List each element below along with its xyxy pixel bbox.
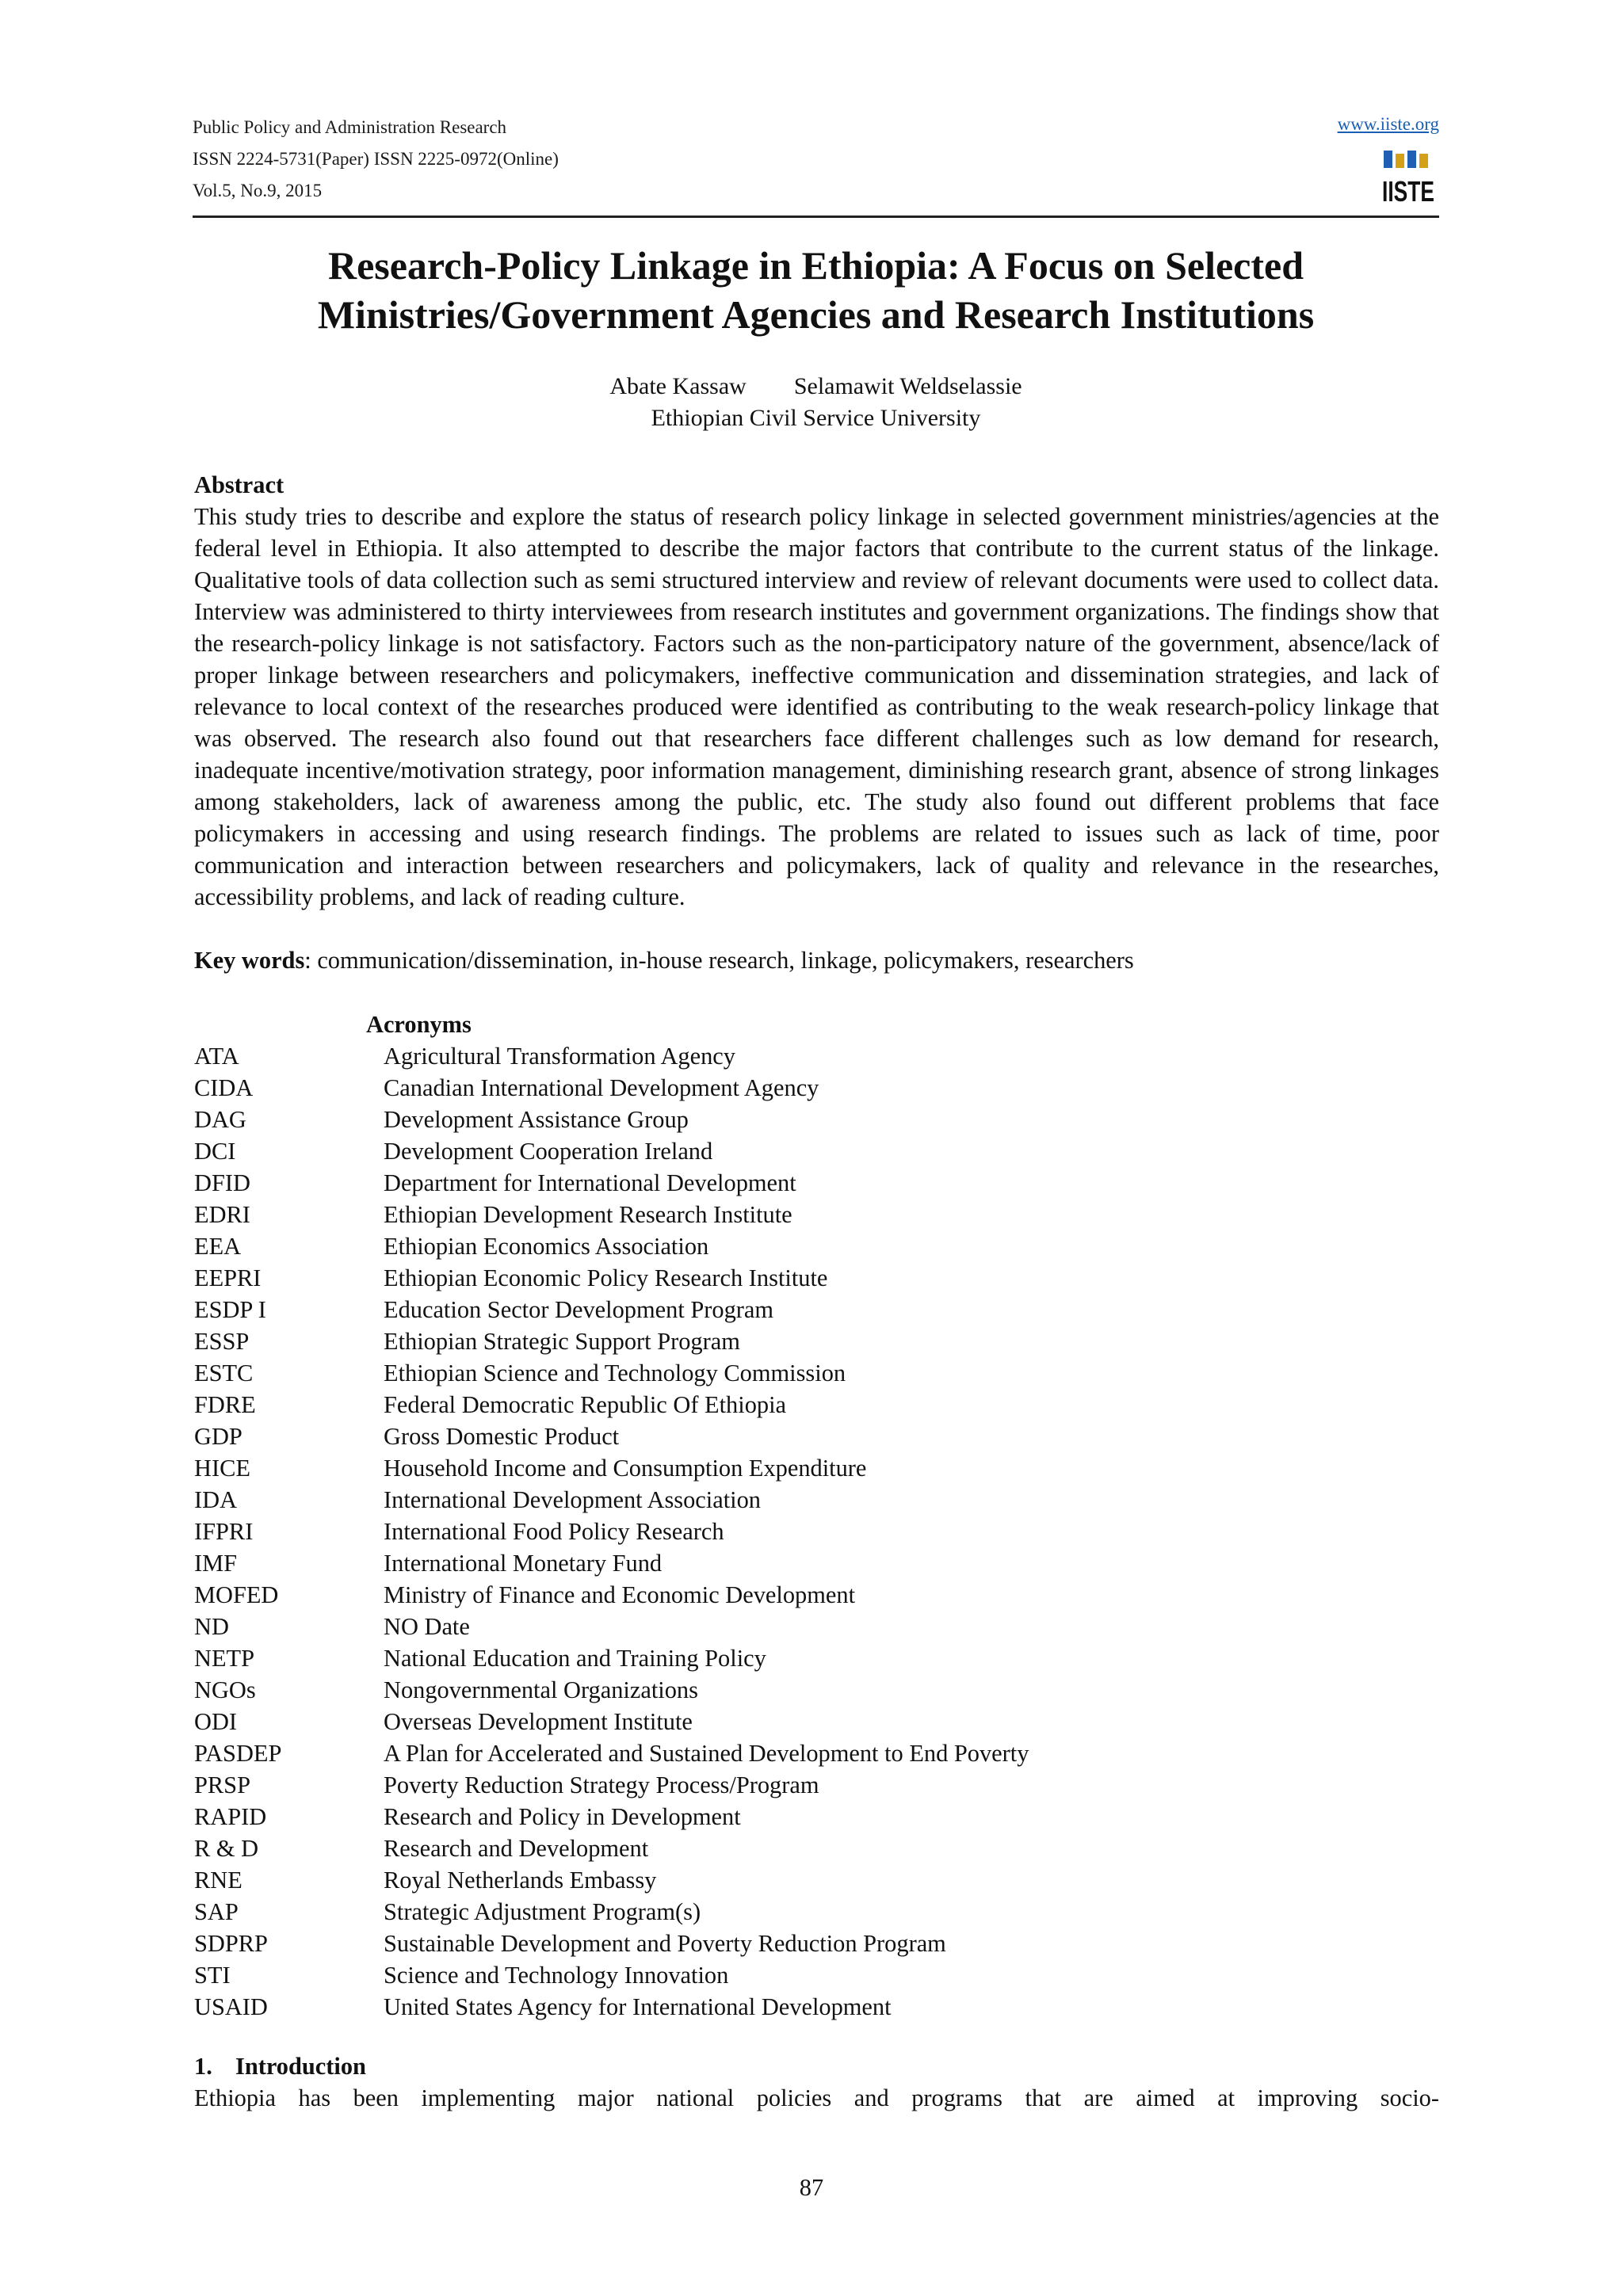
acronym-full: Household Income and Consumption Expenditure <box>384 1455 867 1482</box>
introduction-heading <box>194 2050 366 2082</box>
acronym-abbr: HICE <box>194 1455 250 1482</box>
acronym-full: Education Sector Development Program <box>384 1296 774 1323</box>
acronym-row <box>194 1896 1029 1928</box>
acronym-abbr: EDRI <box>194 1201 250 1228</box>
acronym-full: International Food Policy Research <box>384 1518 724 1545</box>
acronym-full: Ministry of Finance and Economic Development <box>384 1581 856 1608</box>
acronym-row <box>194 1421 1029 1452</box>
section-title: Introduction <box>235 2053 366 2080</box>
acronym-row <box>194 1769 1029 1801</box>
acronym-full: Canadian International Development Agency <box>384 1074 819 1101</box>
acronym-row <box>194 1547 1029 1579</box>
acronym-full: Research and Policy in Development <box>384 1803 741 1830</box>
acronym-abbr: IFPRI <box>194 1518 254 1545</box>
section-number: 1. <box>194 2053 212 2080</box>
acronym-abbr: PASDEP <box>194 1740 282 1767</box>
acronym-row <box>194 1072 1029 1104</box>
logo-bar <box>1384 151 1392 168</box>
acronym-full: Royal Netherlands Embassy <box>384 1867 657 1894</box>
journal-name: Public Policy and Administration Research <box>193 117 507 137</box>
acronym-full: Nongovernmental Organizations <box>384 1676 698 1703</box>
acronym-row <box>194 1199 1029 1230</box>
acronym-row <box>194 1262 1029 1294</box>
acronym-full: NO Date <box>384 1613 470 1640</box>
acronym-row <box>194 1389 1029 1421</box>
acronym-row <box>194 1737 1029 1769</box>
acronym-abbr: SDPRP <box>194 1930 268 1957</box>
authors-block <box>193 371 1439 434</box>
title-line-2: Ministries/Government Agencies and Research Institutions <box>317 292 1315 337</box>
acronym-row <box>194 1104 1029 1135</box>
volume-line: Vol.5, No.9, 2015 <box>193 181 323 200</box>
header-rule <box>193 215 1439 218</box>
acronym-abbr: NGOs <box>194 1676 256 1703</box>
acronym-abbr: DAG <box>194 1106 246 1133</box>
keywords-label: Key words <box>194 947 305 974</box>
acronym-abbr: EEPRI <box>194 1264 262 1291</box>
acronym-row <box>194 1579 1029 1611</box>
acronym-abbr: R & D <box>194 1835 259 1862</box>
acronym-row <box>194 1611 1029 1642</box>
logo-bar <box>1407 151 1416 168</box>
introduction-text: Ethiopia has been implementing major national policies and programs that are aimed at improving socio- <box>194 2084 1439 2111</box>
acronym-full: Ethiopian Economics Association <box>384 1233 709 1260</box>
acronym-abbr: ATA <box>194 1043 239 1070</box>
acronyms-heading: Acronyms <box>366 1011 472 1038</box>
keywords-line <box>194 944 1134 976</box>
acronym-abbr: IMF <box>194 1550 238 1577</box>
acronym-full: Ethiopian Economic Policy Research Institute <box>384 1264 828 1291</box>
acronym-abbr: ODI <box>194 1708 238 1735</box>
acronym-row <box>194 1833 1029 1864</box>
acronym-full: Poverty Reduction Strategy Process/Program <box>384 1772 819 1798</box>
acronyms-list <box>194 1040 1029 2023</box>
acronym-row <box>194 1706 1029 1737</box>
acronym-abbr: EEA <box>194 1233 242 1260</box>
author-names <box>193 371 1439 402</box>
acronym-full: Science and Technology Innovation <box>384 1962 729 1989</box>
paper-title <box>193 241 1439 339</box>
acronym-row <box>194 1642 1029 1674</box>
acronym-abbr: ESTC <box>194 1360 254 1386</box>
acronym-full: Development Assistance Group <box>384 1106 689 1133</box>
acronym-row <box>194 1959 1029 1991</box>
keywords-list: : communication/dissemination, in-house research, linkage, policymakers, researchers <box>304 947 1134 974</box>
acronym-row <box>194 1294 1029 1325</box>
acronym-abbr: MOFED <box>194 1581 279 1608</box>
acronym-row <box>194 1991 1029 2023</box>
author-affiliation: Ethiopian Civil Service University <box>651 405 981 431</box>
acronym-full: Department for International Development <box>384 1169 796 1196</box>
acronym-full: United States Agency for International Development <box>384 1993 892 2020</box>
acronym-abbr: IDA <box>194 1486 238 1513</box>
acronym-full: Federal Democratic Republic Of Ethiopia <box>384 1391 787 1418</box>
acronym-row <box>194 1135 1029 1167</box>
acronym-row <box>194 1674 1029 1706</box>
acronym-row <box>194 1167 1029 1199</box>
acronym-full: Ethiopian Development Research Institute <box>384 1201 792 1228</box>
acronym-abbr: ESSP <box>194 1328 250 1355</box>
logo-bar <box>1396 154 1404 168</box>
acronym-full: International Development Association <box>384 1486 761 1513</box>
acronym-row <box>194 1040 1029 1072</box>
acronym-full: Sustainable Development and Poverty Reduction Program <box>384 1930 946 1957</box>
acronym-full: Development Cooperation Ireland <box>384 1138 713 1165</box>
logo-bar <box>1419 154 1428 168</box>
abstract-text: This study tries to describe and explore the status of research policy linkage in selected government ministries/agencies at the federal level in Ethiopia. It also attempted to describe the major factors that contribute to the current status of the linkage. Qualitative tools of data collection such as semi structured interview and review of relevant documents were used to collect data. Interview was administered to thirty interviewees from research institutes and government organizations. The findings show that the research-policy linkage is not satisfactory. Factors such as the non-participatory nature of the government, absence/lack of proper linkage between researchers and policymakers, ineffective communication and dissemination strategies, and lack of relevance to local context of the researches produced were identified as contributing to the weak research-policy linkage that was observed. The research also found out that researchers face different challenges such as low demand for research, inadequate incentive/motivation strategy, poor information management, diminishing research grant, absence of strong linkages among stakeholders, lack of awareness among the public, etc. The study also found out different problems that face policymakers in accessing and using research findings. The problems are related to issues such as lack of time, poor communication and interaction between researchers and policymakers, lack of quality and relevance in the researches, accessibility problems, and lack of reading culture. <box>194 503 1439 910</box>
acronym-full: International Monetary Fund <box>384 1550 663 1577</box>
acronym-abbr: STI <box>194 1962 231 1989</box>
acronym-abbr: GDP <box>194 1423 242 1450</box>
author-2: Selamawit Weldselassie <box>793 373 1022 399</box>
iiste-logo <box>1381 147 1436 206</box>
acronym-full: National Education and Training Policy <box>384 1645 766 1672</box>
acronym-row <box>194 1325 1029 1357</box>
acronym-abbr: NETP <box>194 1645 254 1672</box>
acronym-abbr: USAID <box>194 1993 268 2020</box>
acronym-full: Ethiopian Science and Technology Commission <box>384 1360 846 1386</box>
acronym-row <box>194 1230 1029 1262</box>
acronym-full: Research and Development <box>384 1835 649 1862</box>
journal-url-link[interactable]: www.iiste.org <box>1337 114 1439 134</box>
acronym-full: Gross Domestic Product <box>384 1423 620 1450</box>
acronym-full: A Plan for Accelerated and Sustained Development to End Poverty <box>384 1740 1029 1767</box>
logo-text: IISTE <box>1382 175 1434 208</box>
acronym-row <box>194 1864 1029 1896</box>
acronym-abbr: CIDA <box>194 1074 254 1101</box>
acronym-abbr: DCI <box>194 1138 236 1165</box>
acronym-abbr: ND <box>194 1613 229 1640</box>
acronym-row <box>194 1801 1029 1833</box>
acronym-full: Agricultural Transformation Agency <box>384 1043 735 1070</box>
author-1: Abate Kassaw <box>609 373 747 399</box>
title-line-1: Research-Policy Linkage in Ethiopia: A Focus on Selected <box>327 243 1304 288</box>
acronym-abbr: SAP <box>194 1898 239 1925</box>
issn-line: ISSN 2224-5731(Paper) ISSN 2225-0972(Online) <box>193 149 559 169</box>
acronym-abbr: RNE <box>194 1867 242 1894</box>
acronym-row <box>194 1484 1029 1516</box>
acronym-abbr: RAPID <box>194 1803 267 1830</box>
acronym-full: Overseas Development Institute <box>384 1708 693 1735</box>
abstract-heading: Abstract <box>194 471 285 498</box>
acronym-full: Strategic Adjustment Program(s) <box>384 1898 701 1925</box>
acronym-abbr: DFID <box>194 1169 250 1196</box>
acronym-row <box>194 1452 1029 1484</box>
acronym-row <box>194 1516 1029 1547</box>
acronym-abbr: FDRE <box>194 1391 256 1418</box>
acronym-row <box>194 1357 1029 1389</box>
acronym-row <box>194 1928 1029 1959</box>
acronym-abbr: ESDP I <box>194 1296 266 1323</box>
page-number: 87 <box>799 2174 824 2201</box>
acronym-abbr: PRSP <box>194 1772 250 1798</box>
acronym-full: Ethiopian Strategic Support Program <box>384 1328 740 1355</box>
